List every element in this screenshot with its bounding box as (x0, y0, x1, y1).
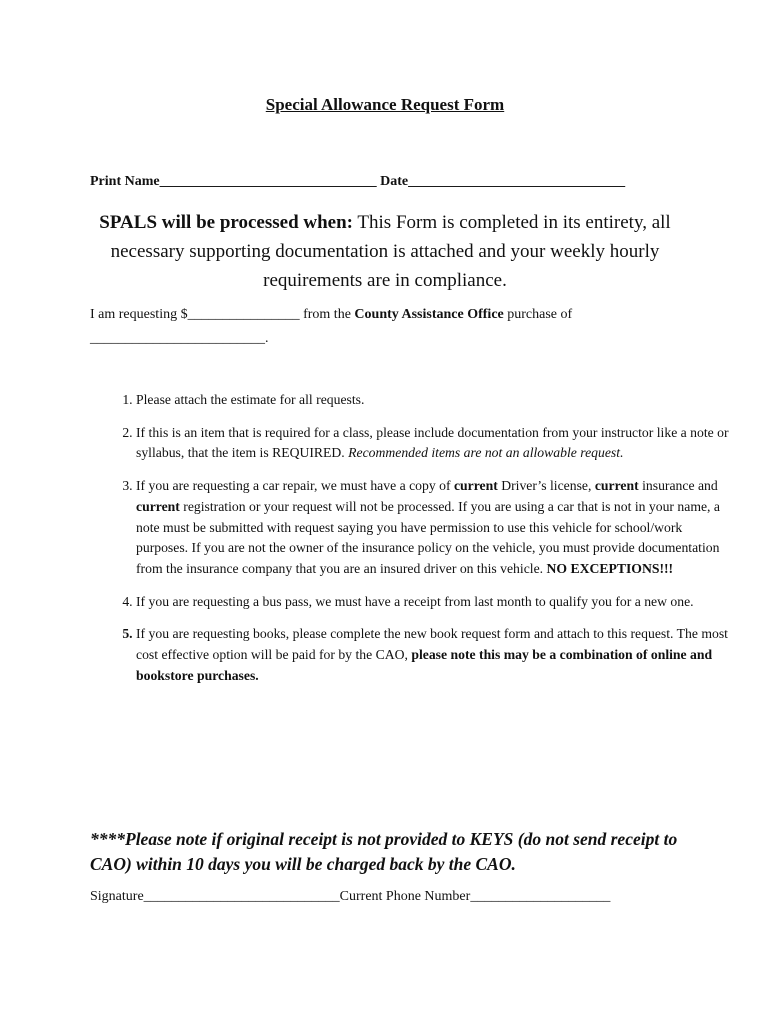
amount-field[interactable]: ________________ (187, 307, 300, 322)
item-3-text-b: Driver’s license, (497, 478, 595, 494)
list-item (136, 476, 734, 580)
list-item (136, 423, 734, 464)
item-5-bold: please note this may be a combination of online and bookstore purchases. (136, 647, 713, 683)
item-3-current: current (594, 478, 639, 494)
item-3-text-a: If you are requesting a car repair, we must have a copy of (136, 478, 454, 494)
item-4-text: If you are requesting a bus pass, we must have a receipt from last month to qualify you for a new one. (136, 593, 694, 609)
request-sentence (90, 303, 690, 351)
spals-paragraph (90, 208, 680, 295)
spals-text: This Form is completed in its entirety, all necessary supporting documentation is attached and your weekly hourly requirements are in compliance. (110, 212, 671, 291)
signature-row (90, 889, 610, 905)
print-name-label: Print Name (90, 174, 160, 189)
signature-label: Signature (90, 889, 144, 904)
name-date-row (90, 174, 625, 190)
receipt-note: ****Please note if original receipt is not provided to KEYS (do not send receipt to CAO) within 10 days you will be charged back by the CAO. (90, 829, 678, 874)
item-3-text-d: registration or your request will not be processed. If you are using a car that is not in your name, a note must be submitted with request saying you have permission to use this vehicle for school/work purposes. If you are not the owner of the insurance policy on the vehicle, you must provide documentation from the insurance company that you are an insured driver on this vehicle. (136, 498, 720, 576)
signature-field[interactable]: ____________________________ (143, 889, 340, 904)
item-2-italic: Recommended items are not an allowable request (348, 445, 621, 461)
requirements-list (90, 390, 734, 698)
date-label: Date (380, 174, 409, 189)
item-1-text: Please attach the estimate for all requests. (136, 392, 365, 407)
date-field[interactable]: _______________________________ (408, 174, 626, 189)
print-name-field[interactable]: _______________________________ (159, 174, 377, 189)
phone-field[interactable]: ____________________ (470, 889, 611, 904)
request-text-3: purchase of (503, 307, 573, 322)
list-item (136, 390, 734, 411)
item-3-current: current (453, 478, 498, 494)
item-2-text: If this is an item that is required for a class, please include documentation from your instructor like a note or syllabus, that the item is REQUIRED. (136, 424, 729, 461)
purchase-field[interactable]: _________________________ (90, 331, 265, 346)
item-2-end: . (620, 445, 624, 461)
item-5-text: If you are requesting books, please complete the new book request form and attach to this request. The most cost effective option will be paid for by the CAO, (136, 626, 728, 663)
spals-lead: SPALS will be processed when: (99, 212, 354, 233)
form-title: Special Allowance Request Form (265, 95, 505, 114)
list-item (136, 624, 734, 686)
county-assistance-office: County Assistance Office (354, 307, 504, 322)
request-text-1: I am requesting $ (90, 307, 188, 322)
item-3-no-exceptions: NO EXCEPTIONS!!! (546, 560, 674, 576)
request-text-2: from the (299, 307, 355, 322)
request-end: . (265, 331, 269, 346)
item-3-current: current (136, 498, 180, 514)
item-3-text-c: insurance and (638, 478, 718, 494)
phone-label: Current Phone Number (339, 889, 471, 904)
list-item (136, 592, 734, 613)
